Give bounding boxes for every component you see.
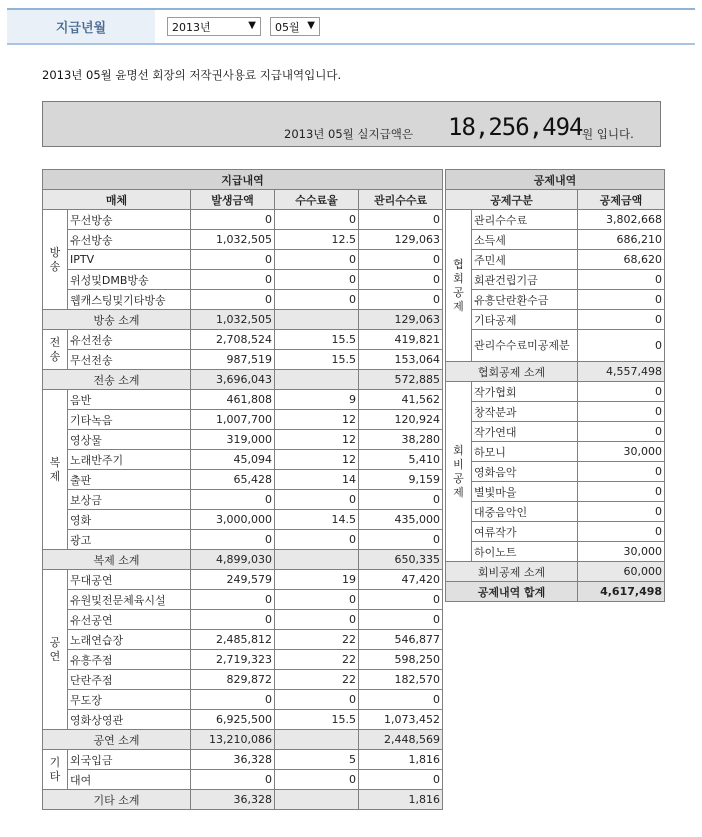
subtotal-row xyxy=(43,730,443,750)
fee-cell: 120,924 xyxy=(359,410,443,430)
chevron-down-icon: ▼ xyxy=(307,20,315,31)
subtotal-amount: 4,557,498 xyxy=(578,362,665,382)
summary-prefix: 2013년 05월 실지급액은 xyxy=(284,127,413,141)
amount-cell: 2,719,323 xyxy=(191,650,275,670)
table-row xyxy=(43,750,443,770)
table-row xyxy=(446,502,665,522)
table-row xyxy=(446,250,665,270)
category-char: 협 xyxy=(453,257,464,271)
fee-cell: 0 xyxy=(359,610,443,630)
media-cell: 유선전송 xyxy=(68,330,191,350)
category-char: 공 xyxy=(453,471,464,485)
media-cell: 기타녹음 xyxy=(68,410,191,430)
deduction-amount-cell: 0 xyxy=(578,482,665,502)
table-row xyxy=(446,270,665,290)
category-char: 송 xyxy=(49,349,61,363)
media-cell: 노래연습장 xyxy=(68,630,191,650)
rate-cell: 19 xyxy=(275,570,359,590)
fee-cell: 0 xyxy=(359,250,443,270)
category-char: 연 xyxy=(49,649,61,663)
summary-suffix: 원 입니다. xyxy=(582,127,634,141)
subtotal-row xyxy=(446,362,665,382)
media-cell: 음반 xyxy=(68,390,191,410)
deduction-item-cell: 기타공제 xyxy=(472,310,578,330)
rate-cell: 0 xyxy=(275,610,359,630)
table-row xyxy=(43,210,443,230)
amount-cell: 45,094 xyxy=(191,450,275,470)
subtotal-label: 전송 소계 xyxy=(43,370,191,390)
rate-cell: 0 xyxy=(275,690,359,710)
amount-cell: 0 xyxy=(191,290,275,310)
deduction-table xyxy=(445,169,665,602)
table-row xyxy=(43,330,443,350)
deduction-amount-cell: 0 xyxy=(578,502,665,522)
rate-cell: 22 xyxy=(275,630,359,650)
subtotal-label: 협회공제 소계 xyxy=(446,362,578,382)
table-row xyxy=(43,610,443,630)
table-row xyxy=(446,482,665,502)
rate-cell: 12 xyxy=(275,430,359,450)
table-row xyxy=(446,290,665,310)
deduction-amount-cell: 0 xyxy=(578,382,665,402)
deduction-amount-cell: 0 xyxy=(578,270,665,290)
col-header-deduction-type: 공제구분 xyxy=(446,190,578,210)
deduction-item-cell: 작가협회 xyxy=(472,382,578,402)
summary-box xyxy=(42,101,661,147)
deduction-item-cell: 관리수수료미공제분 xyxy=(472,330,578,362)
subtotal-amount: 4,899,030 xyxy=(191,550,275,570)
rate-cell: 9 xyxy=(275,390,359,410)
deduction-item-cell: 회관건립기금 xyxy=(472,270,578,290)
table-row xyxy=(43,650,443,670)
subtotal-amount: 13,210,086 xyxy=(191,730,275,750)
rate-cell: 0 xyxy=(275,290,359,310)
subtotal-label: 회비공제 소계 xyxy=(446,562,578,582)
amount-cell: 0 xyxy=(191,590,275,610)
month-select[interactable] xyxy=(270,17,320,36)
amount-cell: 0 xyxy=(191,270,275,290)
table-row xyxy=(43,250,443,270)
table-row xyxy=(43,710,443,730)
subtotal-amount: 3,696,043 xyxy=(191,370,275,390)
media-cell: 광고 xyxy=(68,530,191,550)
table-row xyxy=(43,430,443,450)
table-row xyxy=(43,290,443,310)
media-cell: IPTV xyxy=(68,250,191,270)
subtotal-amount: 1,032,505 xyxy=(191,310,275,330)
subtotal-label: 복제 소계 xyxy=(43,550,191,570)
payment-body xyxy=(43,210,443,810)
amount-cell: 0 xyxy=(191,490,275,510)
rate-cell: 0 xyxy=(275,490,359,510)
col-header-deduction-amount: 공제금액 xyxy=(578,190,665,210)
table-row xyxy=(43,590,443,610)
fee-cell: 0 xyxy=(359,210,443,230)
subtotal-row xyxy=(446,562,665,582)
amount-cell: 987,519 xyxy=(191,350,275,370)
rate-cell: 0 xyxy=(275,250,359,270)
media-cell: 노래반주기 xyxy=(68,450,191,470)
payment-table xyxy=(42,169,443,810)
month-select-value: 05월 xyxy=(275,20,300,34)
subtotal-rate xyxy=(275,730,359,750)
amount-cell: 461,808 xyxy=(191,390,275,410)
media-cell: 위성및DMB방송 xyxy=(68,270,191,290)
amount-cell: 1,032,505 xyxy=(191,230,275,250)
media-cell: 무선전송 xyxy=(68,350,191,370)
media-cell: 단란주점 xyxy=(68,670,191,690)
category-char: 제 xyxy=(453,299,464,313)
fee-cell: 1,816 xyxy=(359,750,443,770)
rate-cell: 0 xyxy=(275,530,359,550)
fee-cell: 0 xyxy=(359,690,443,710)
subtotal-fee: 129,063 xyxy=(359,310,443,330)
rate-cell: 22 xyxy=(275,650,359,670)
media-cell: 무대공연 xyxy=(68,570,191,590)
year-select-value: 2013년 xyxy=(172,20,211,34)
table-row xyxy=(446,310,665,330)
media-cell: 영상물 xyxy=(68,430,191,450)
media-cell: 유흥주점 xyxy=(68,650,191,670)
subtotal-row xyxy=(43,370,443,390)
chevron-down-icon: ▼ xyxy=(248,20,256,31)
table-row xyxy=(43,670,443,690)
table-row xyxy=(43,410,443,430)
deduction-amount-cell: 0 xyxy=(578,330,665,362)
media-cell: 외국입금 xyxy=(68,750,191,770)
grand-total-row xyxy=(446,582,665,602)
fee-cell: 47,420 xyxy=(359,570,443,590)
media-cell: 무도장 xyxy=(68,690,191,710)
subtotal-fee: 2,448,569 xyxy=(359,730,443,750)
media-cell: 대여 xyxy=(68,770,191,790)
fee-cell: 419,821 xyxy=(359,330,443,350)
table-row xyxy=(446,522,665,542)
rate-cell: 0 xyxy=(275,590,359,610)
table-row xyxy=(43,490,443,510)
table-row xyxy=(43,350,443,370)
deduction-item-cell: 영화음악 xyxy=(472,462,578,482)
fee-cell: 0 xyxy=(359,770,443,790)
media-cell: 유선방송 xyxy=(68,230,191,250)
grand-total-amount: 4,617,498 xyxy=(578,582,665,602)
rate-cell: 0 xyxy=(275,770,359,790)
category-cell xyxy=(43,210,68,310)
table-row xyxy=(43,230,443,250)
col-header-fee: 관리수수료 xyxy=(359,190,443,210)
deduction-item-cell: 소득세 xyxy=(472,230,578,250)
media-cell: 웹캐스팅및기타방송 xyxy=(68,290,191,310)
table-row xyxy=(446,382,665,402)
subtotal-rate xyxy=(275,550,359,570)
fee-cell: 0 xyxy=(359,290,443,310)
fee-cell: 9,159 xyxy=(359,470,443,490)
fee-cell: 5,410 xyxy=(359,450,443,470)
amount-cell: 319,000 xyxy=(191,430,275,450)
amount-cell: 0 xyxy=(191,250,275,270)
table-row xyxy=(43,690,443,710)
category-char: 기 xyxy=(49,755,61,769)
subtotal-label: 기타 소계 xyxy=(43,790,191,810)
category-cell xyxy=(446,382,472,562)
subtotal-label: 공연 소계 xyxy=(43,730,191,750)
amount-cell: 65,428 xyxy=(191,470,275,490)
table-row xyxy=(446,210,665,230)
category-cell xyxy=(43,330,68,370)
media-cell: 영화상영관 xyxy=(68,710,191,730)
fee-cell: 546,877 xyxy=(359,630,443,650)
fee-cell: 598,250 xyxy=(359,650,443,670)
deduction-item-cell: 관리수수료 xyxy=(472,210,578,230)
subtotal-row xyxy=(43,310,443,330)
filter-label: 지급년월 xyxy=(7,10,155,43)
fee-cell: 0 xyxy=(359,590,443,610)
category-char: 공 xyxy=(453,285,464,299)
amount-cell: 6,925,500 xyxy=(191,710,275,730)
category-char: 비 xyxy=(453,457,464,471)
deduction-amount-cell: 0 xyxy=(578,522,665,542)
rate-cell: 15.5 xyxy=(275,350,359,370)
subtotal-rate xyxy=(275,790,359,810)
fee-cell: 0 xyxy=(359,490,443,510)
amount-cell: 829,872 xyxy=(191,670,275,690)
subtotal-row xyxy=(43,790,443,810)
grand-total-label: 공제내역 합계 xyxy=(446,582,578,602)
subtotal-rate xyxy=(275,370,359,390)
col-header-media: 매체 xyxy=(43,190,191,210)
amount-cell: 36,328 xyxy=(191,750,275,770)
media-cell: 영화 xyxy=(68,510,191,530)
media-cell: 유선공연 xyxy=(68,610,191,630)
deduction-title: 공제내역 xyxy=(446,170,665,190)
category-char: 방 xyxy=(49,245,61,259)
rate-cell: 15.5 xyxy=(275,710,359,730)
fee-cell: 38,280 xyxy=(359,430,443,450)
deduction-item-cell: 별빛마을 xyxy=(472,482,578,502)
deduction-item-cell: 하모니 xyxy=(472,442,578,462)
deduction-item-cell: 주민세 xyxy=(472,250,578,270)
deduction-amount-cell: 0 xyxy=(578,402,665,422)
amount-cell: 2,485,812 xyxy=(191,630,275,650)
subtotal-amount: 36,328 xyxy=(191,790,275,810)
category-cell xyxy=(43,570,68,730)
rate-cell: 14.5 xyxy=(275,510,359,530)
amount-cell: 249,579 xyxy=(191,570,275,590)
amount-cell: 2,708,524 xyxy=(191,330,275,350)
payment-title: 지급내역 xyxy=(43,170,443,190)
fee-cell: 182,570 xyxy=(359,670,443,690)
subtotal-amount: 60,000 xyxy=(578,562,665,582)
fee-cell: 41,562 xyxy=(359,390,443,410)
amount-cell: 0 xyxy=(191,610,275,630)
category-cell xyxy=(43,390,68,550)
deduction-amount-cell: 0 xyxy=(578,290,665,310)
subtotal-rate xyxy=(275,310,359,330)
rate-cell: 0 xyxy=(275,210,359,230)
col-header-amount: 발생금액 xyxy=(191,190,275,210)
rate-cell: 15.5 xyxy=(275,330,359,350)
fee-cell: 0 xyxy=(359,530,443,550)
table-row xyxy=(446,330,665,362)
category-char: 회 xyxy=(453,271,464,285)
deduction-amount-cell: 68,620 xyxy=(578,250,665,270)
amount-cell: 3,000,000 xyxy=(191,510,275,530)
subtotal-fee: 572,885 xyxy=(359,370,443,390)
deduction-item-cell: 여류작가 xyxy=(472,522,578,542)
media-cell: 무선방송 xyxy=(68,210,191,230)
category-cell xyxy=(446,210,472,362)
col-header-rate: 수수료율 xyxy=(275,190,359,210)
table-row xyxy=(43,470,443,490)
rate-cell: 12.5 xyxy=(275,230,359,250)
table-row xyxy=(43,510,443,530)
fee-cell: 153,064 xyxy=(359,350,443,370)
deduction-item-cell: 하이노트 xyxy=(472,542,578,562)
table-row xyxy=(43,630,443,650)
rate-cell: 0 xyxy=(275,270,359,290)
amount-cell: 0 xyxy=(191,690,275,710)
table-row xyxy=(43,770,443,790)
year-select[interactable] xyxy=(167,17,261,36)
intro-text: 2013년 05월 윤명선 회장의 저작권사용료 지급내역입니다. xyxy=(42,68,342,82)
category-char: 타 xyxy=(49,769,61,783)
deduction-amount-cell: 0 xyxy=(578,310,665,330)
deduction-item-cell: 창작분과 xyxy=(472,402,578,422)
media-cell: 유원및전문체육시설 xyxy=(68,590,191,610)
category-char: 제 xyxy=(49,469,61,483)
table-row xyxy=(446,542,665,562)
summary-amount: 18,256,494 xyxy=(448,113,583,141)
amount-cell: 0 xyxy=(191,770,275,790)
deduction-amount-cell: 30,000 xyxy=(578,542,665,562)
table-row xyxy=(446,402,665,422)
deduction-body xyxy=(446,210,665,602)
category-cell xyxy=(43,750,68,790)
amount-cell: 0 xyxy=(191,530,275,550)
rate-cell: 12 xyxy=(275,450,359,470)
deduction-amount-cell: 0 xyxy=(578,462,665,482)
fee-cell: 129,063 xyxy=(359,230,443,250)
amount-cell: 0 xyxy=(191,210,275,230)
deduction-item-cell: 대중음악인 xyxy=(472,502,578,522)
media-cell: 보상금 xyxy=(68,490,191,510)
category-char: 회 xyxy=(453,443,464,457)
table-row xyxy=(446,442,665,462)
subtotal-row xyxy=(43,550,443,570)
fee-cell: 435,000 xyxy=(359,510,443,530)
table-row xyxy=(43,450,443,470)
table-row xyxy=(446,230,665,250)
table-row xyxy=(43,270,443,290)
deduction-amount-cell: 0 xyxy=(578,422,665,442)
deduction-item-cell: 유흥단란환수금 xyxy=(472,290,578,310)
amount-cell: 1,007,700 xyxy=(191,410,275,430)
fee-cell: 1,073,452 xyxy=(359,710,443,730)
deduction-item-cell: 작가연대 xyxy=(472,422,578,442)
rate-cell: 5 xyxy=(275,750,359,770)
category-char: 전 xyxy=(49,335,61,349)
filter-bar xyxy=(7,8,695,45)
subtotal-label: 방송 소계 xyxy=(43,310,191,330)
subtotal-fee: 1,816 xyxy=(359,790,443,810)
category-char: 제 xyxy=(453,485,464,499)
table-row xyxy=(446,422,665,442)
category-char: 송 xyxy=(49,259,61,273)
table-row xyxy=(446,462,665,482)
category-char: 복 xyxy=(49,455,61,469)
table-row xyxy=(43,570,443,590)
table-row xyxy=(43,530,443,550)
deduction-amount-cell: 686,210 xyxy=(578,230,665,250)
rate-cell: 22 xyxy=(275,670,359,690)
rate-cell: 14 xyxy=(275,470,359,490)
fee-cell: 0 xyxy=(359,270,443,290)
rate-cell: 12 xyxy=(275,410,359,430)
deduction-amount-cell: 3,802,668 xyxy=(578,210,665,230)
category-char: 공 xyxy=(49,635,61,649)
media-cell: 출판 xyxy=(68,470,191,490)
deduction-amount-cell: 30,000 xyxy=(578,442,665,462)
table-row xyxy=(43,390,443,410)
subtotal-fee: 650,335 xyxy=(359,550,443,570)
